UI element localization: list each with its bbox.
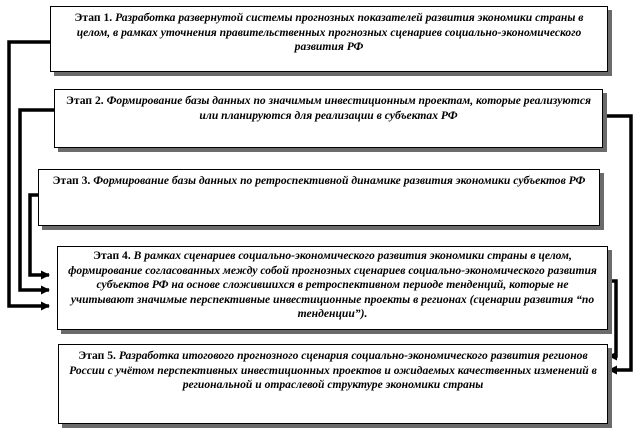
stage-5-box xyxy=(58,344,608,424)
stage-1-box xyxy=(50,6,608,72)
stage-5-text: Разработка итогового прогнозного сценария социально-экономического развития регионов России с учётом перспективных инвестиционных проектов и ожидаемых качественных изменений в региональной и отраслевой структуре экономики страны xyxy=(69,349,597,391)
stage-2-text: Формирование базы данных по значимым инвестиционным проектам, которые реализуются или планируются для реализации в субъектах РФ xyxy=(106,94,591,122)
stage-4-label: Этап 4. xyxy=(93,249,131,262)
stage-4-box xyxy=(57,246,608,330)
stage-5-label: Этап 5. xyxy=(78,349,116,362)
stage-2-label: Этап 2. xyxy=(66,94,104,107)
stage-1-text: Разработка развернутой системы прогнозных показателей развития экономики страны в целом, в рамках уточнения правительственных прогнозных сценариев социально-экономического развития РФ xyxy=(76,11,584,53)
stage-2-box xyxy=(54,89,603,148)
stage-1-label: Этап 1. xyxy=(74,11,113,24)
stage-3-box xyxy=(38,169,600,226)
stage-3-text: Формирование базы данных по ретроспективной динамике развития экономики субъектов РФ xyxy=(93,174,586,187)
stage-4-text: В рамках сценариев социально-экономического развития экономики страны в целом, формирование согласованных между собой прогнозных сценариев социально-экономического развития субъектов РФ на основе сложившихся в ретроспективном периоде тенденций, которые не учитывают значимые перспективные инвестиционные проекты в регионах (сценарии развития “по тенденции”). xyxy=(68,249,597,320)
arrow-stage4-to-stage5 xyxy=(608,281,616,356)
stage-3-label: Этап 3. xyxy=(52,174,91,187)
